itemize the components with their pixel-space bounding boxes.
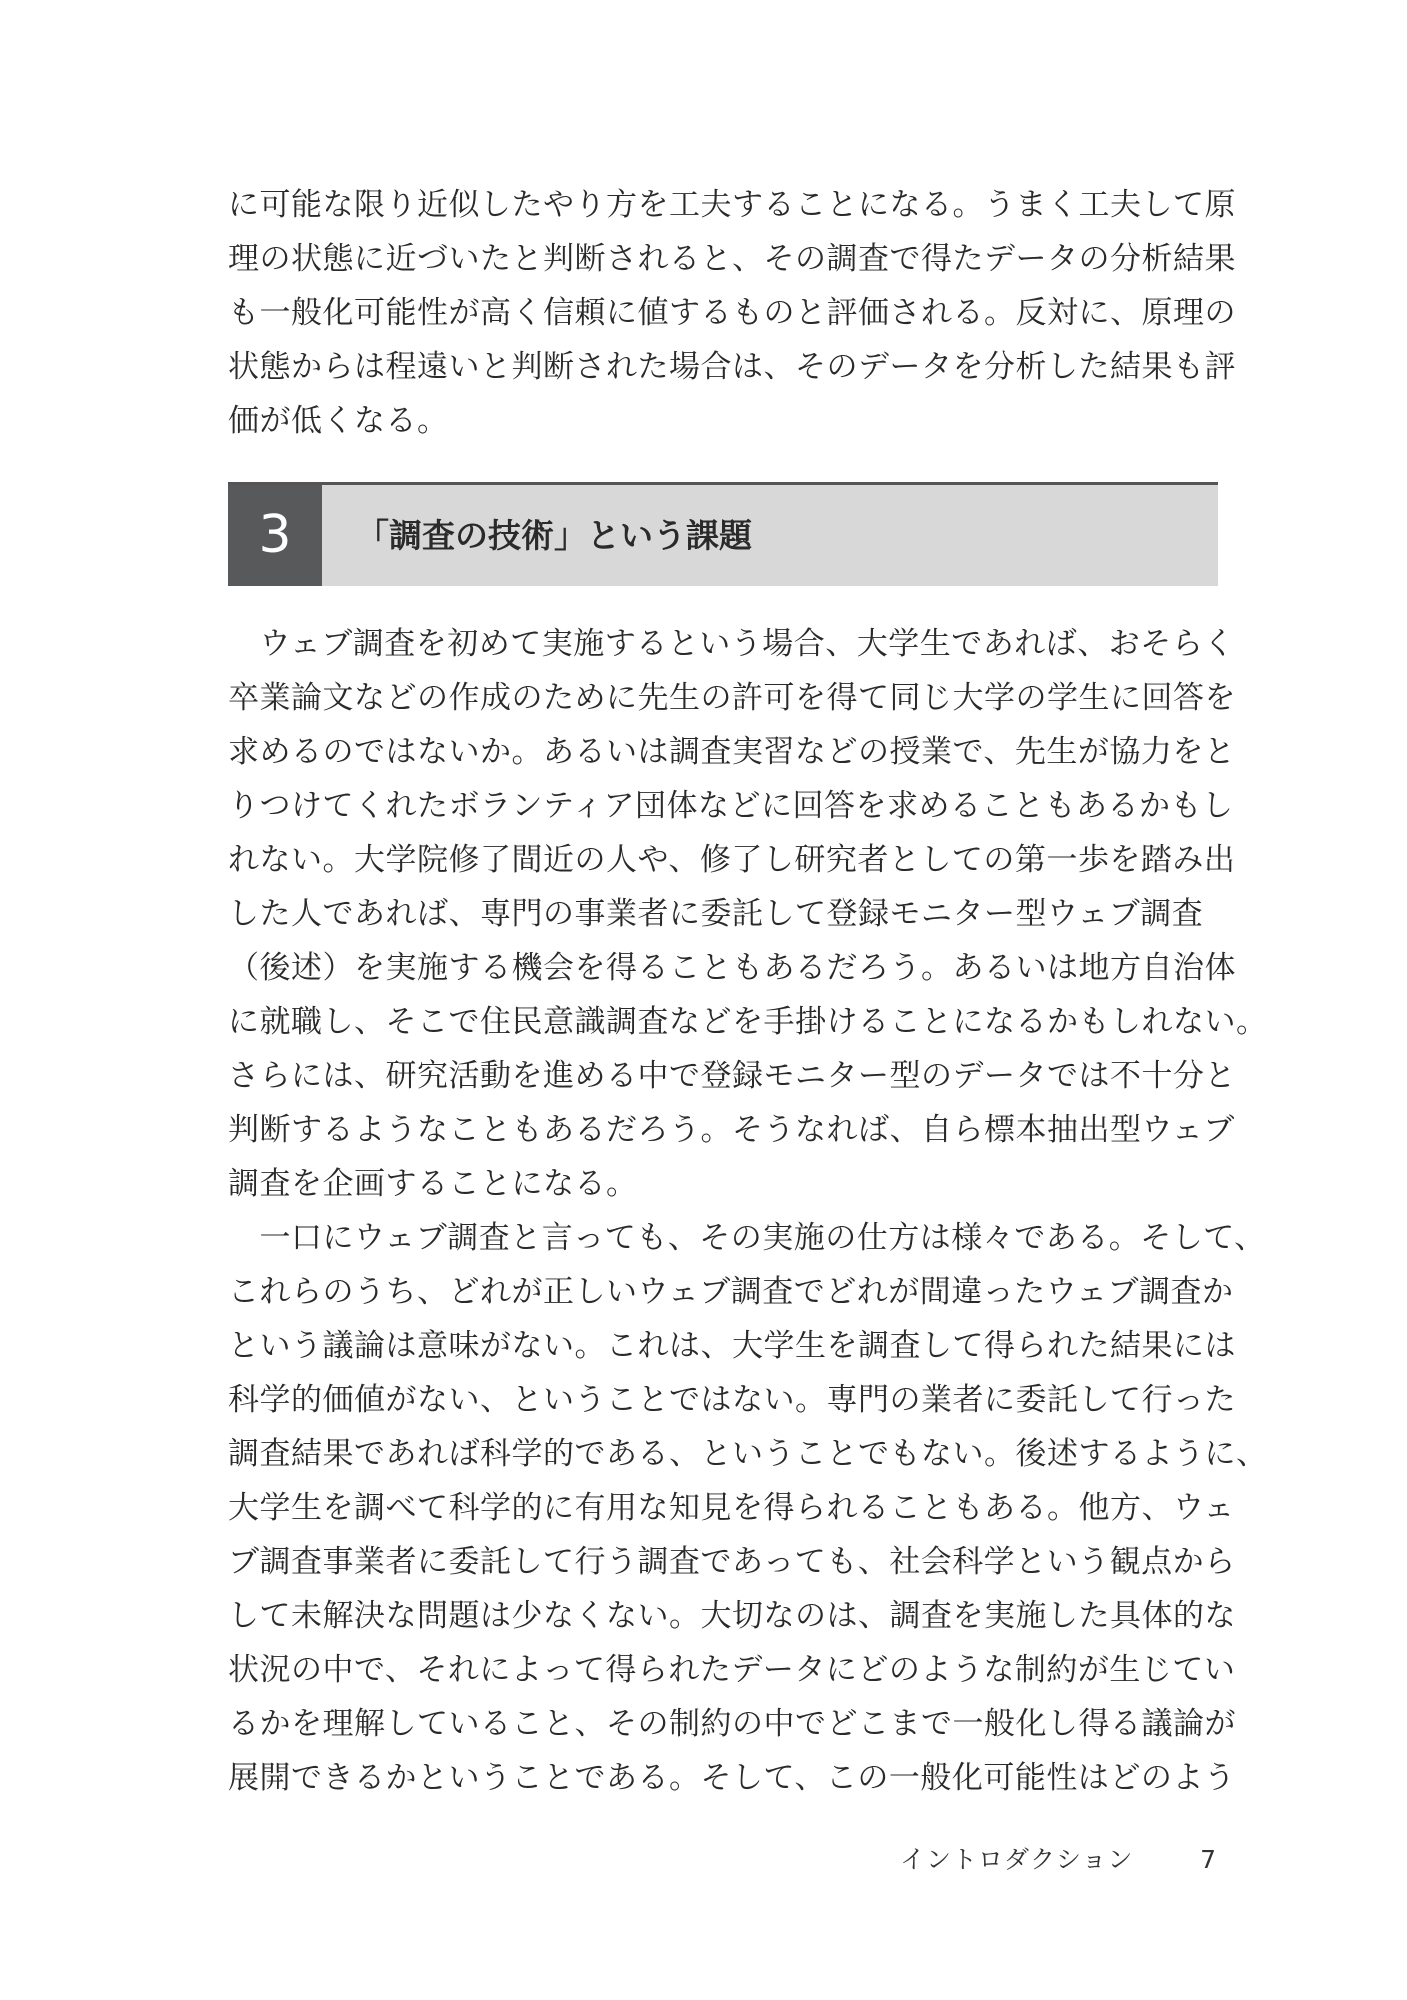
text-line: した人であれば、専門の事業者に委託して登録モニター型ウェブ調査	[228, 896, 1204, 932]
intro-paragraph	[228, 178, 1236, 448]
text-line: りつけてくれたボランティア団体などに回答を求めることもあるかもし	[228, 788, 1234, 824]
text-line: して未解決な問題は少なくない。大切なのは、調査を実施した具体的な	[228, 1598, 1236, 1634]
text-line: （後述）を実施する機会を得ることもあるだろう。あるいは地方自治体	[228, 950, 1236, 986]
text-line: 状態からは程遠いと判断された場合は、そのデータを分析した結果も評	[228, 349, 1236, 385]
text-line: に可能な限り近似したやり方を工夫することになる。うまく工夫して原	[228, 187, 1236, 223]
text-line: 調査結果であれば科学的である、ということでもない。後述するように、	[228, 1436, 1268, 1472]
text-line: に就職し、そこで住民意識調査などを手掛けることになるかもしれない。	[228, 1004, 1268, 1040]
text-line: 科学的価値がない、ということではない。専門の業者に委託して行った	[228, 1382, 1236, 1418]
text-line: れない。大学院修了間近の人や、修了し研究者としての第一歩を踏み出	[228, 842, 1236, 878]
section-title: 「調査の技術」という課題	[356, 516, 752, 555]
page-footer	[900, 1840, 1218, 1880]
text-line: 一口にウェブ調査と言っても、その実施の仕方は様々である。そして、	[228, 1220, 1266, 1256]
text-line: も一般化可能性が高く信頼に値するものと評価される。反対に、原理の	[228, 295, 1236, 331]
text-line: 価が低くなる。	[228, 403, 449, 439]
text-line: 展開できるかということである。そして、この一般化可能性はどのよう	[228, 1760, 1236, 1796]
page-number: 7	[1200, 1845, 1216, 1874]
text-line: るかを理解していること、その制約の中でどこまで一般化し得る議論が	[228, 1706, 1236, 1742]
text-line: 卒業論文などの作成のために先生の許可を得て同じ大学の学生に回答を	[228, 680, 1236, 716]
section-heading	[228, 482, 1218, 586]
text-line: 大学生を調べて科学的に有用な知見を得られることもある。他方、ウェ	[228, 1490, 1235, 1526]
text-line: 調査を企画することになる。	[228, 1166, 638, 1202]
text-line: 理の状態に近づいたと判断されると、その調査で得たデータの分析結果	[228, 241, 1236, 277]
section-number: 3	[228, 485, 322, 586]
text-line: ウェブ調査を初めて実施するという場合、大学生であれば、おそらく	[228, 626, 1235, 662]
body-text	[228, 617, 1268, 1805]
text-line: ブ調査事業者に委託して行う調査であっても、社会科学という観点から	[228, 1544, 1236, 1580]
text-line: 状況の中で、それによって得られたデータにどのような制約が生じてい	[228, 1652, 1236, 1688]
text-line: という議論は意味がない。これは、大学生を調査して得られた結果には	[228, 1328, 1236, 1364]
text-line: これらのうち、どれが正しいウェブ調査でどれが間違ったウェブ調査か	[228, 1274, 1234, 1310]
text-line: 判断するようなこともあるだろう。そうなれば、自ら標本抽出型ウェブ	[228, 1112, 1235, 1148]
text-line: さらには、研究活動を進める中で登録モニター型のデータでは不十分と	[228, 1058, 1236, 1094]
text-line: 求めるのではないか。あるいは調査実習などの授業で、先生が協力をと	[228, 734, 1236, 770]
running-title: イントロダクション	[900, 1845, 1134, 1874]
